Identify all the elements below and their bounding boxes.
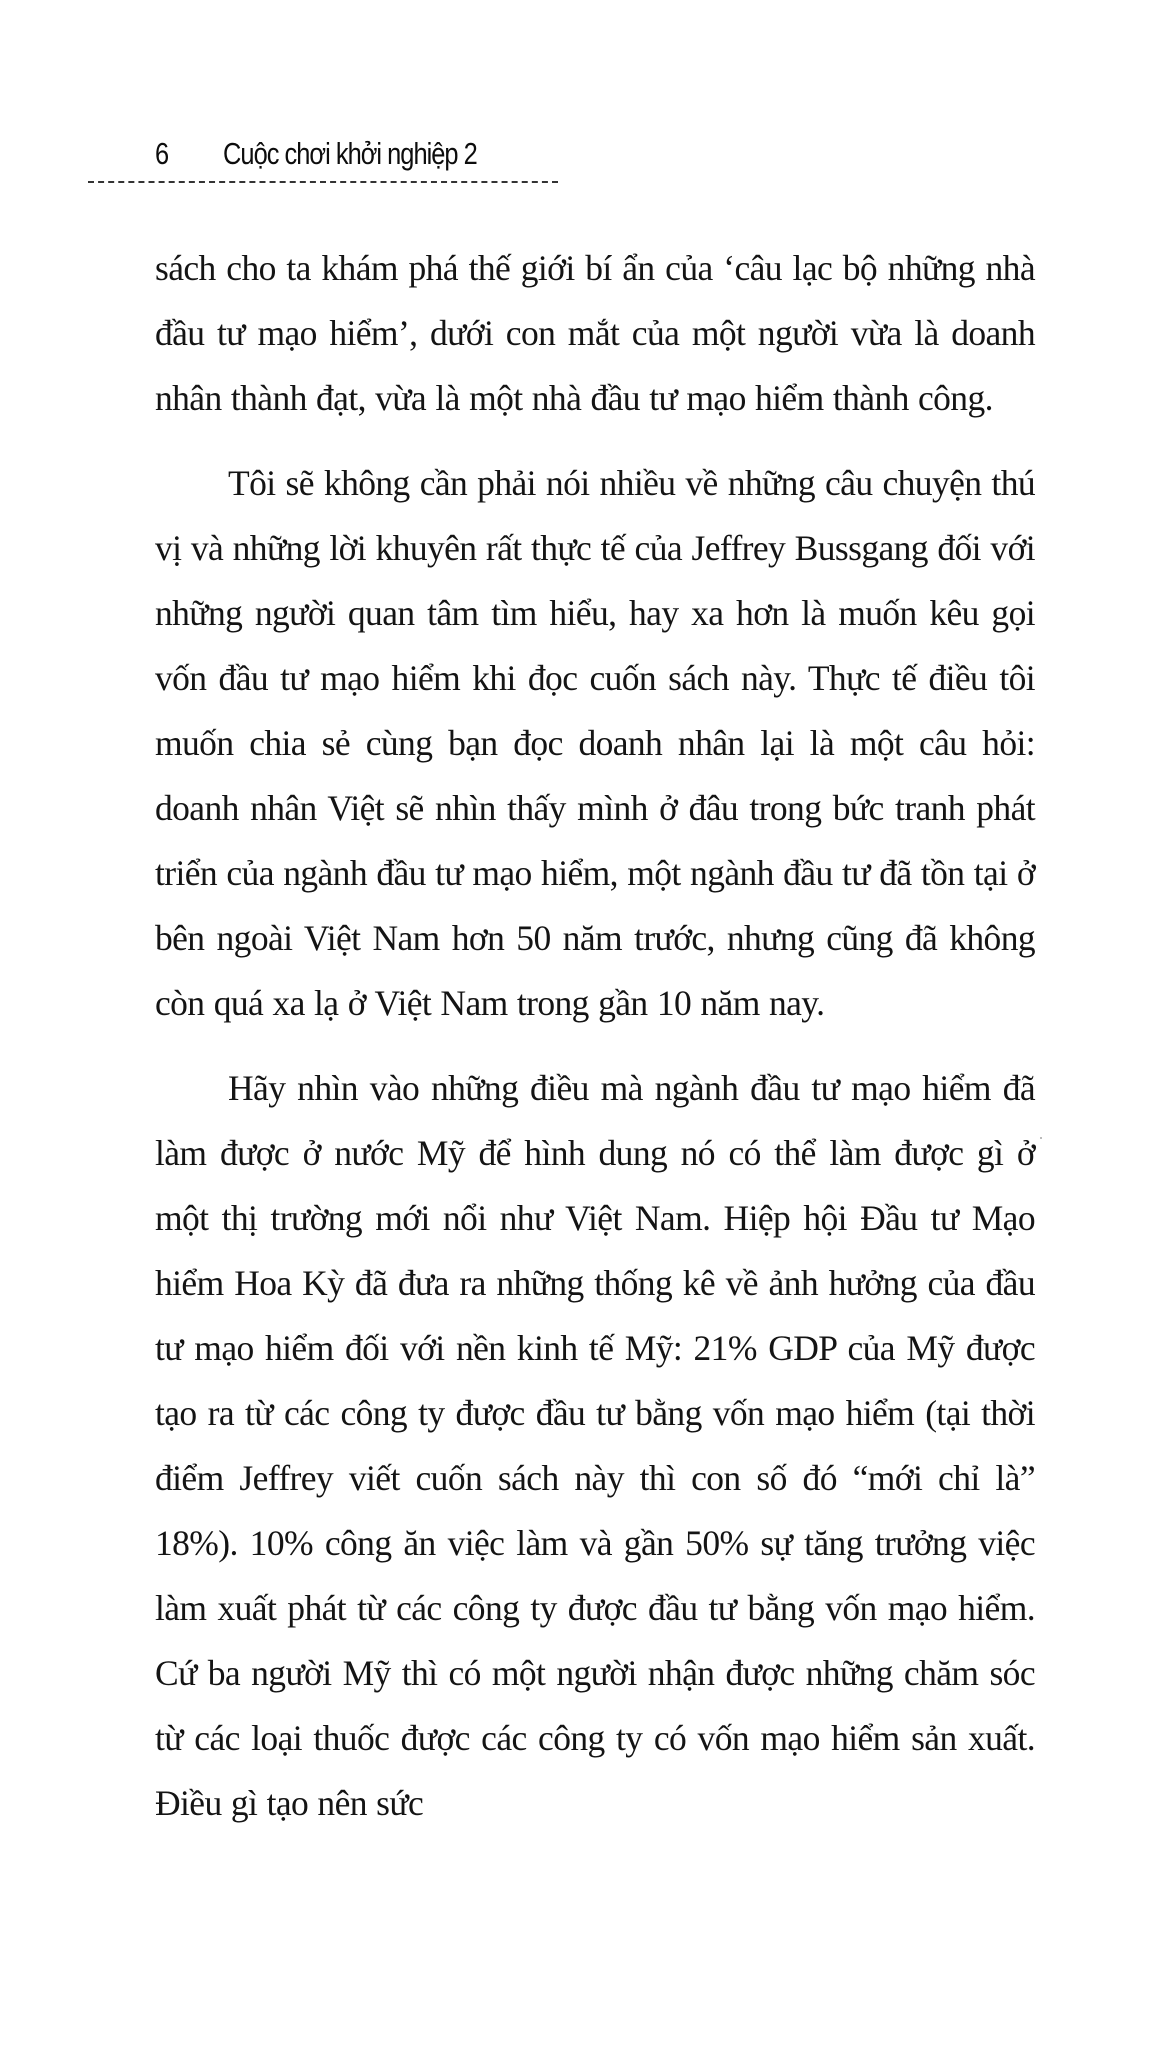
running-head bbox=[155, 128, 477, 172]
book-title: Cuộc chơi khởi nghiệp 2 bbox=[223, 136, 477, 171]
scan-speck bbox=[1040, 1137, 1042, 1139]
page-body bbox=[155, 236, 1035, 1856]
paragraph-3: Hãy nhìn vào những điều mà ngành đầu tư mạo hiểm đã làm được ở nước Mỹ để hình dung nó có thể làm được gì ở một thị trường mới nổi như Việt Nam. Hiệp hội Đầu tư Mạo hiểm Hoa Kỳ đã đưa ra những thống kê về ảnh hưởng của đầu tư mạo hiểm đối với nền kinh tế Mỹ: 21% GDP của Mỹ được tạo ra từ các công ty được đầu tư bằng vốn mạo hiểm (tại thời điểm Jeffrey viết cuốn sách này thì con số đó “mới chỉ là” 18%). 10% công ăn việc làm và gần 50% sự tăng trưởng việc làm xuất phát từ các công ty được đầu tư bằng vốn mạo hiểm. Cứ ba người Mỹ thì có một người nhận được những chăm sóc từ các loại thuốc được các công ty có vốn mạo hiểm sản xuất. Điều gì tạo nên sức bbox=[155, 1068, 1035, 1823]
paragraph-2: Tôi sẽ không cần phải nói nhiều về những câu chuyện thú vị và những lời khuyên rất thực tế của Jeffrey Bussgang đối với những người quan tâm tìm hiểu, hay xa hơn là muốn kêu gọi vốn đầu tư mạo hiểm khi đọc cuốn sách này. Thực tế điều tôi muốn chia sẻ cùng bạn đọc doanh nhân lại là một câu hỏi: doanh nhân Việt sẽ nhìn thấy mình ở đâu trong bức tranh phát triển của ngành đầu tư mạo hiểm, một ngành đầu tư đã tồn tại ở bên ngoài Việt Nam hơn 50 năm trước, nhưng cũng đã không còn quá xa lạ ở Việt Nam trong gần 10 năm nay. bbox=[155, 463, 1035, 1023]
paragraph-1: sách cho ta khám phá thế giới bí ẩn của ‘câu lạc bộ những nhà đầu tư mạo hiểm’, dưới con mắt của một người vừa là doanh nhân thành đạt, vừa là một nhà đầu tư mạo hiểm thành công. bbox=[155, 248, 1035, 418]
header-dashed-rule bbox=[88, 181, 558, 183]
page-number: 6 bbox=[155, 136, 169, 171]
